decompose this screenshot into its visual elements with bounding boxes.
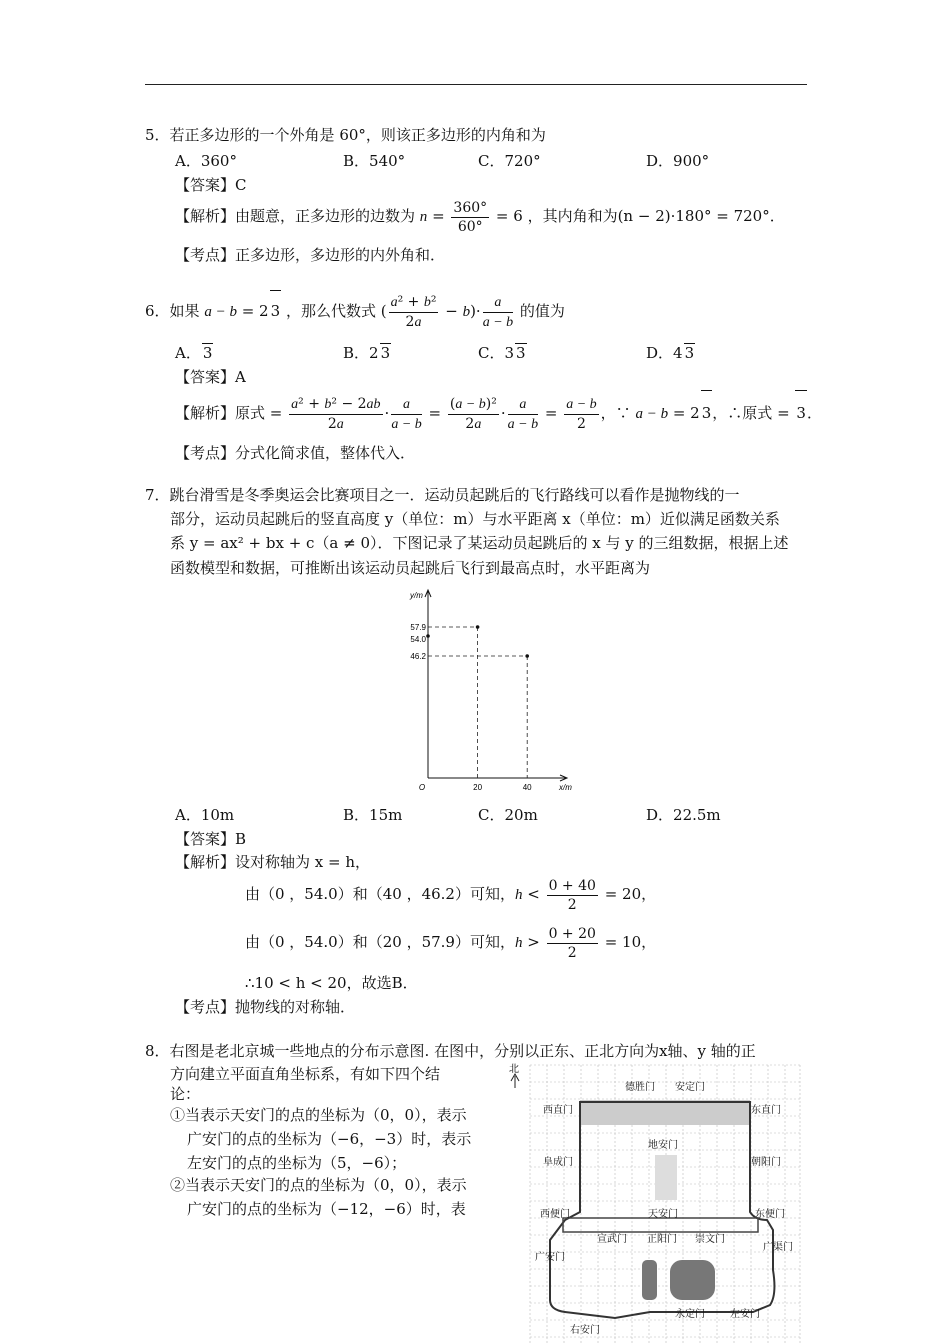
y-tick-label-1: 54.0 [410,635,426,644]
north-arrow-icon [511,1074,519,1088]
q5-answer: 【答案】C [175,176,247,194]
x-tick-label-2: 40 [522,783,532,790]
x-tick-label-1: 20 [473,783,483,790]
q6-option-b: B．2 3 [343,344,391,362]
q8-line-1: 8．右图是老北京城一些地点的分布示意图. 在图中，分别以正东、正北方向为x轴、y 轴的正 [145,1042,756,1060]
q5-analysis: 【解析】由题意，正多边形的边数为 n = $\frac{360^\circ}{60^\circ}$ = 6 ，其内角和为(n − 2)·180° = 720°． [175,199,785,235]
map-label-zhengyangmen: 正阳门 [647,1234,677,1245]
q8-claim-2b: 广安门的点的坐标为（−12，−6）时，表 [187,1200,466,1218]
q6-option-a: A． 3 [175,344,213,362]
q7-analysis-3: 由（0 ，54.0）和（20 ，57.9）可知，h > $\frac{0 + 20}{2}$ = 10， [245,925,657,961]
q6-answer: 【答案】A [175,368,246,386]
y-tick-label-0: 57.9 [410,623,426,632]
q6-point: 【考点】分式化简求值，整体代入． [175,444,416,462]
q6-stem: 6．如果 a − b = 2 3 ，那么代数式 ( $\frac{\text{a² + b²}}{2a}$ − b)· $\frac{a}{a - b}$ 的值为 [145,290,565,332]
map-lake-strip [580,1100,750,1125]
map-label-zuoanmen: 左安门 [730,1309,760,1320]
q6-option-c: C．3 3 [478,344,526,362]
map-label-chaoyangmen: 朝阳门 [751,1157,781,1168]
map-label-dianmen: 地安门 [648,1140,678,1151]
q5-option-d: D．900° [646,152,710,170]
q5-stem: 5．若正多边形的一个外角是 60°，则该正多边形的内角和为 [145,126,546,144]
map-label-deshengmen: 德胜门 [625,1082,655,1093]
map-label-xizhimen: 西直门 [543,1105,573,1116]
map-label-xibianmen: 西便门 [540,1209,570,1220]
top-rule [145,84,807,85]
map-inner-wall [563,1218,758,1232]
map-label-chongwenmen: 崇文门 [695,1234,725,1245]
q7-analysis-4: ∴10 < h < 20，故选B． [245,974,418,992]
q8-map [505,1060,805,1344]
q8-line-2: 方向建立平面直角坐标系，有如下四个结 [170,1065,441,1083]
y-tick-label-2: 46.2 [410,652,426,661]
map-temple-1 [642,1260,657,1300]
map-label-xuanwumen: 宣武门 [597,1234,627,1245]
q7-analysis-1: 【解析】设对称轴为 x = h， [175,853,370,871]
data-point-2 [525,654,529,658]
q7-option-d: D．22.5m [646,806,721,824]
q7-option-c: C．20m [478,806,538,824]
map-label-guanganmen: 广安门 [535,1252,565,1263]
map-north-label: 北 [509,1064,519,1075]
q8-claim-1c: 左安门的点的坐标为（5，−6）； [187,1154,407,1172]
q7-line-1: 7．跳台滑雪是冬季奥运会比赛项目之一．运动员起跳后的飞行路线可以看作是抛物线的一 [145,486,740,504]
map-label-andingmen: 安定门 [675,1082,705,1093]
map-temple-2 [670,1260,715,1300]
q7-option-b: B．15m [343,806,403,824]
q5-option-a: A．360° [175,152,237,170]
q7-answer: 【答案】B [175,830,247,848]
map-label-youanmen: 右安门 [570,1325,600,1336]
q7-chart [395,585,595,790]
map-label-yongdingmen: 永定门 [675,1309,705,1320]
q5-point: 【考点】正多边形，多边形的内外角和． [175,246,446,264]
q6-option-d: D．4 3 [646,344,695,362]
data-point-0 [426,634,430,638]
q5-option-c: C．720° [478,152,541,170]
map-label-tiananmen: 天安门 [648,1209,678,1220]
map-label-fuchengmen: 阜成门 [543,1157,573,1168]
x-axis-label: x/m [559,783,572,790]
map-label-dongzhimen: 东直门 [751,1105,781,1116]
q7-point: 【考点】抛物线的对称轴． [175,998,356,1016]
q8-claim-1a: ①当表示天安门的点的坐标为（0，0），表示 [170,1106,467,1124]
q6-analysis: 【解析】原式 = $\frac{\text{a² + b² − 2ab}}{2a}$ · $\frac{a}{a - b}$ = $\frac{\text{(a − b)²}}{2a}$ · $\frac{a}{a - b}$ = $\frac{a - b}{2}$ ，∵ a − b = 2 3，∴原式 = 3． [175,390,822,436]
x-tick-label-0: O [418,783,426,790]
q5-option-b: B．540° [343,152,406,170]
q8-claim-1b: 广安门的点的坐标为（−6，−3）时，表示 [187,1130,472,1148]
q8-line-3: 论： [170,1085,201,1103]
q7-line-2: 部分，运动员起跳后的竖直高度 y（单位：m）与水平距离 x（单位：m）近似满足函数关系 [170,510,780,528]
q7-analysis-2: 由（0 ，54.0）和（40 ，46.2）可知，h < $\frac{0 + 40}{2}$ = 20， [245,877,657,913]
y-axis-label: y/m [410,591,423,600]
q8-claim-2a: ②当表示天安门的点的坐标为（0，0），表示 [170,1176,467,1194]
data-point-1 [476,625,480,629]
q7-line-3: 系 y = ax² + bx + c（a ≠ 0）．下图记录了某运动员起跳后的 x 与 y 的三组数据，根据上述 [170,534,789,552]
q7-option-a: A．10m [175,806,235,824]
q7-line-4: 函数模型和数据，可推断出该运动员起跳后飞行到最高点时，水平距离为 [170,559,651,577]
map-label-dongbianmen: 东便门 [755,1209,785,1220]
map-palace [655,1155,677,1200]
map-label-guangqumen: 广渠门 [763,1242,793,1253]
